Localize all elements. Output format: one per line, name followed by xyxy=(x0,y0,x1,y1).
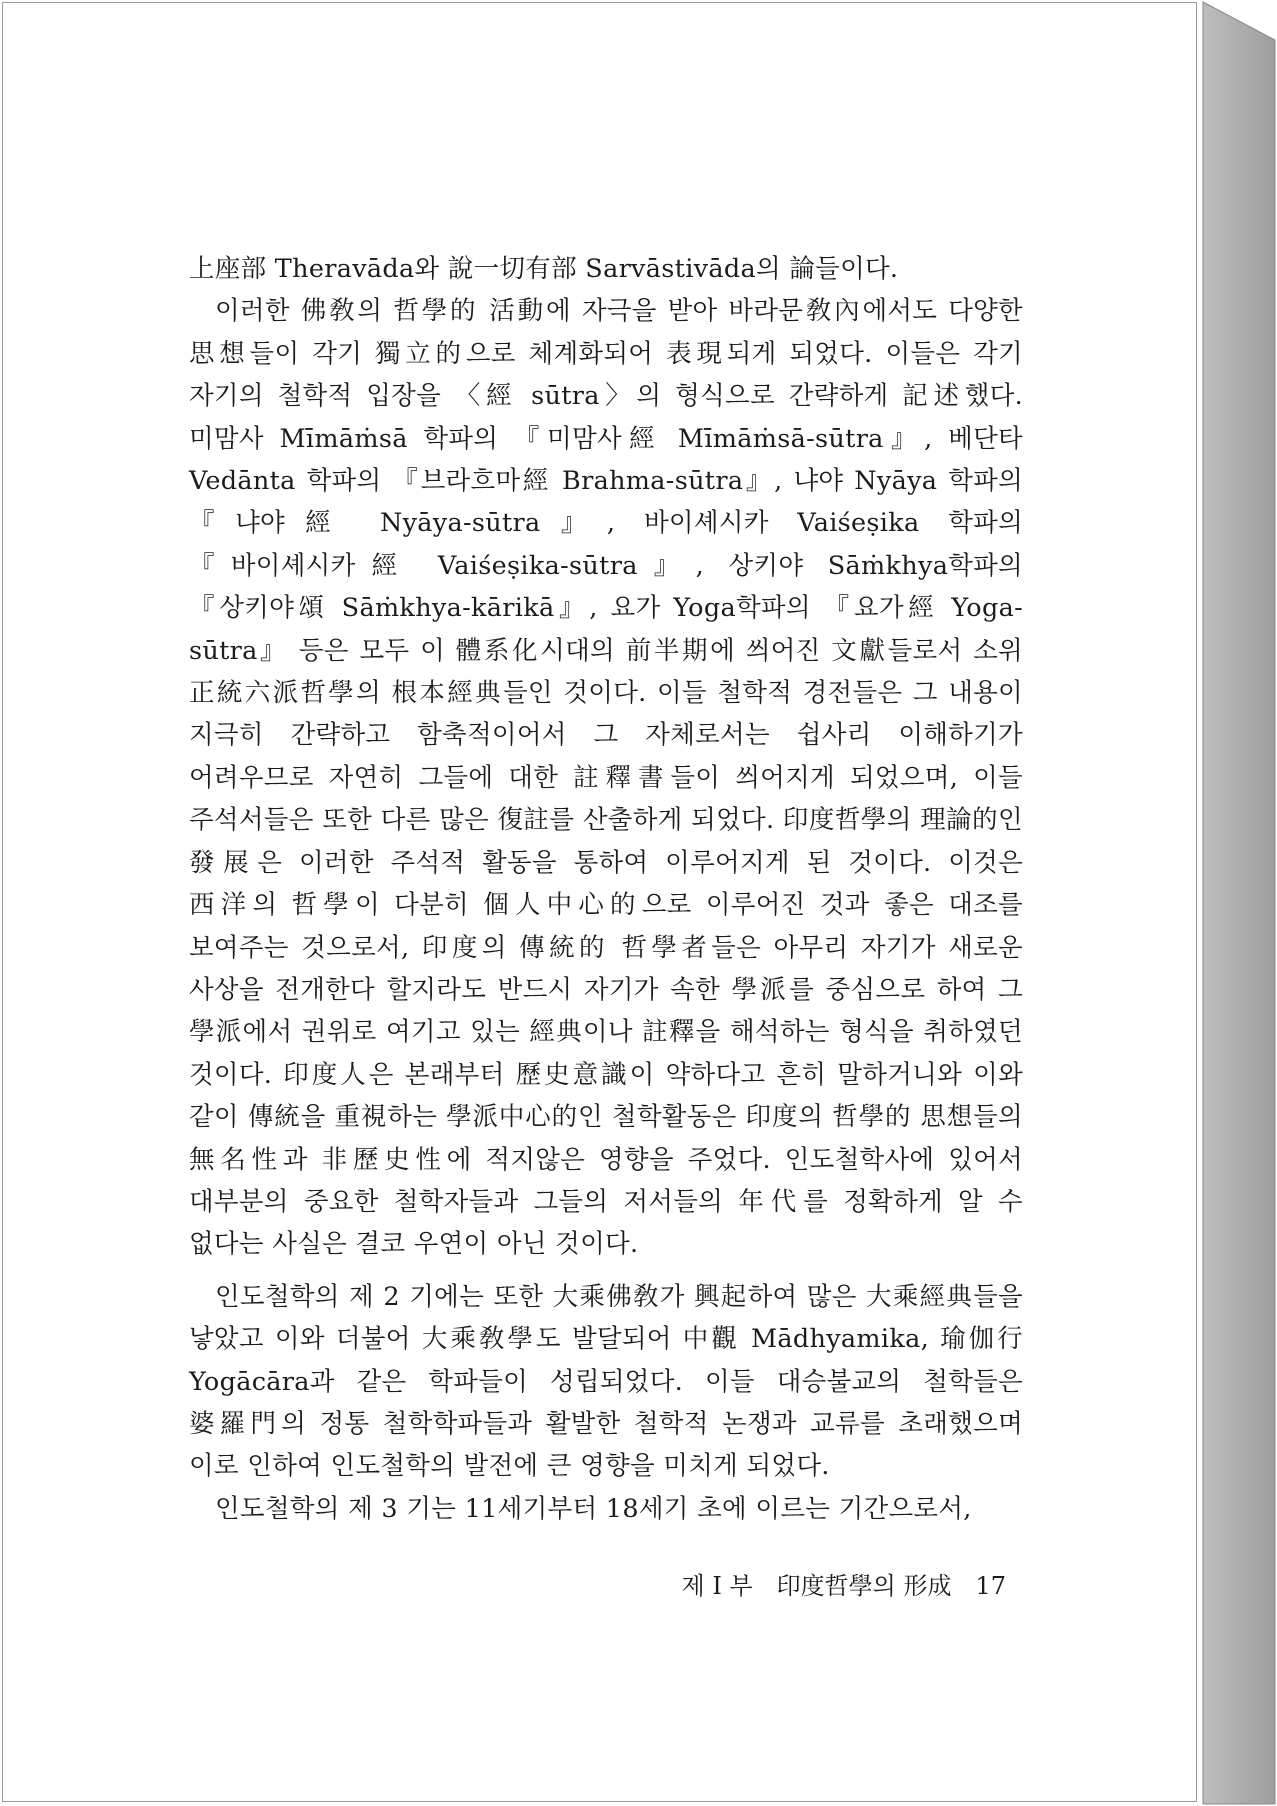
running-head: 제 I 부 印度哲學의 形成 xyxy=(681,1572,952,1600)
paragraph-1: 上座部 Theravāda와 說一切有部 Sarvāstivāda의 論들이다. xyxy=(189,254,899,284)
page-edge-shadow xyxy=(1199,0,1277,1806)
paragraph-3: 인도철학의 제 2 기에는 또한 大乘佛敎가 興起하여 많은 大乘經典들을 낳았고 이와 더불어 大乘敎學도 발달되어 中觀 Mādhyamika, 瑜伽行 Yogācāra과 같은 학파들이 성립되었다. 이들 대승불교의 철학들은 婆羅門의 정통 철학학파들과 활발한 철학적 논쟁과 교류를 초래했으며 이로 인하여 인도철학의 발전에 큰 영향을 미치게 되었다. xyxy=(189,1281,1023,1482)
paragraph-2: 이러한 佛敎의 哲學的 活動에 자극을 받아 바라문敎內에서도 다양한 思想들이 각기 獨立的으로 체계화되어 表現되게 되었다. 이들은 각기 자기의 철학적 입장을 〈經 sūtra〉의 형식으로 간략하게 記述했다. 미맘사 Mīmāṁsā 학파의 『미맘사經 Mīmāṁsā-sūtra』, 베단타 Vedānta 학파의 『브라흐마經 Brahma-sūtra』, 냐야 Nyāya 학파의 『냐야經 Nyāya-sūtra』, 바이셰시카 Vaiśeṣika 학파의 『바이셰시카經 Vaiśeṣika-sūtra』, 상키야 Sāṁkhya학파의 『상키야頌 Sāṁkhya-kārikā』, 요가 Yoga학파의 『요가經 Yoga-sūtra』 등은 모두 이 體系化시대의 前半期에 씌어진 文獻들로서 소위 正統六派哲學의 根本經典들인 것이다. 이들 철학적 경전들은 그 내용이 지극히 간략하고 함축적이어서 그 자체로서는 쉽사리 이해하기가 어려우므로 자연히 그들에 대한 註釋書들이 씌어지게 되었으며, 이들 주석서들은 또한 다른 많은 復註를 산출하게 되었다. 印度哲學의 理論的인 發展은 이러한 주석적 활동을 통하여 이루어지게 된 것이다. 이것은 西洋의 哲學이 다분히 個人中心的으로 이루어진 것과 좋은 대조를 보여주는 것으로서, 印度의 傳統的 哲學者들은 아무리 자기가 새로운 사상을 전개한다 할지라도 반드시 자기가 속한 學派를 중심으로 하여 그 學派에서 권위로 여기고 있는 經典이나 註釋을 해석하는 형식을 취하였던 것이다. 印度人은 본래부터 歷史意識이 약하다고 흔히 말하거니와 이와 같이 傳統을 重視하는 學派中心的인 철학활동은 印度의 哲學的 思想들의 無名性과 非歷史性에 적지않은 영향을 주었다. 인도철학사에 있어서 대부분의 중요한 철학자들과 그들의 저서들의 年代를 정확하게 알 수 없다는 사실은 결코 우연이 아닌 것이다. xyxy=(189,296,1023,1260)
page-footer xyxy=(600,1566,1006,1601)
paragraph-4: 인도철학의 제 3 기는 11세기부터 18세기 초에 이르는 기간으로서, xyxy=(215,1493,972,1524)
body-text xyxy=(189,248,1023,1530)
page-number: 17 xyxy=(975,1572,1006,1600)
